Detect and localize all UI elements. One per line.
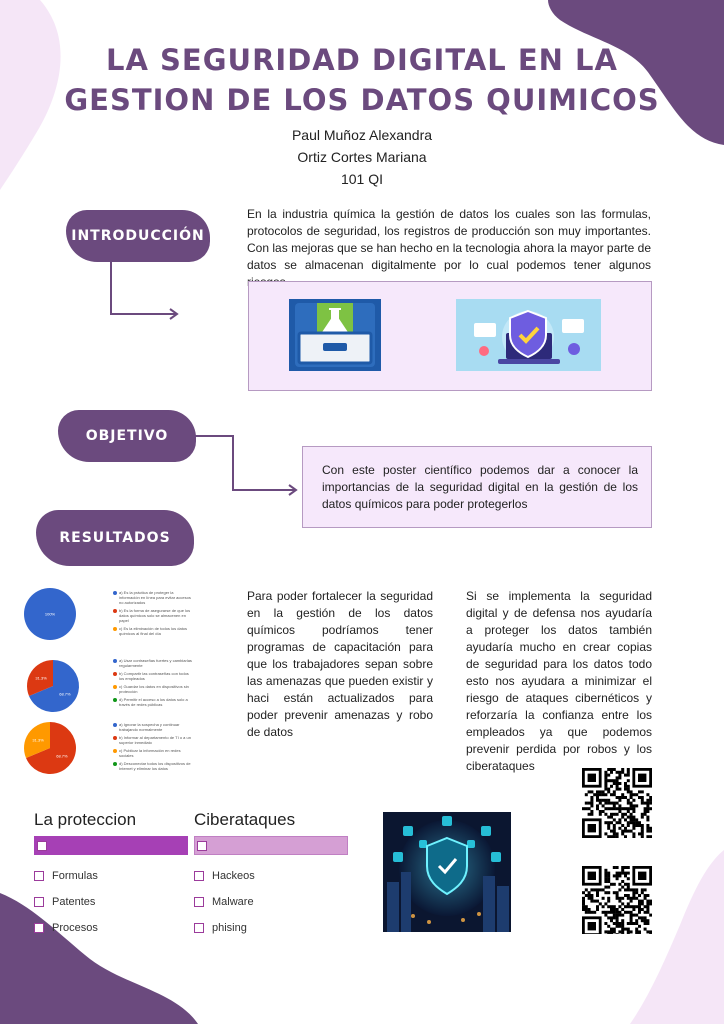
list-title: La proteccion <box>34 810 137 829</box>
legend-dot <box>113 591 117 595</box>
legend-text: c) Es la eliminación de todos los datos químicos al final del día <box>119 626 188 636</box>
intro-image-box <box>248 281 652 391</box>
introduccion-text: En la industria química la gestión de datos los cuales son las formulas, protocolos de seguridad, los registros de producción son muy importantes. Con las mejoras que se han hecho en la tecnologia ahora la mayor parte de datos se almacenan digitalmente por lo cual podemos tener algunos <box>247 207 651 272</box>
legend-dot <box>113 685 117 689</box>
qr-code-icon[interactable] <box>582 866 652 934</box>
list-item-label: Hackeos <box>212 870 255 882</box>
list-item-label: Patentes <box>52 896 96 908</box>
cyber-city-shield-image <box>383 812 511 932</box>
checkbox-icon[interactable] <box>37 841 47 851</box>
qr-code-icon[interactable] <box>582 768 652 838</box>
checkbox-icon[interactable] <box>194 897 204 907</box>
author-2: Ortiz Cortes Mariana <box>297 149 427 165</box>
list-proteccion <box>34 810 188 941</box>
legend-dot <box>113 627 117 631</box>
objetivo-text: Con este poster científico podemos dar a conocer la importancias de la seguridad digital en la gestión de los datos químicos para poder protegerlos <box>322 463 638 511</box>
author-1: Paul Muñoz Alexandra <box>291 127 433 143</box>
pie-legend-2 <box>113 658 193 710</box>
pie-slice-label: 100% <box>44 611 56 617</box>
resultados-text-right: Si se implementa la seguridad digital y de defensa nos ayudaría a proteger los datos también ayudaría mucho en crear copias de seguridad para los datos todo esto nos ayudara a minimizar el riesgo de ataques cibernéticos y reforzaría la confianza entre los empleados ya que podemos prevenir perdida por robos y los ciberataques <box>466 589 652 773</box>
pie-slice-label: 68.7% <box>59 691 71 697</box>
legend-text: a) Usar contraseñas fuertes y cambiarlas regularmente <box>119 658 192 668</box>
list-item <box>194 889 348 915</box>
list-item-label: phising <box>212 922 247 934</box>
checkbox-icon[interactable] <box>34 897 44 907</box>
legend-text: c) Guardar los datos en dispositivos sin protección <box>119 684 189 694</box>
legend-item <box>113 590 193 605</box>
objetivo-label: OBJETIVO <box>58 410 196 462</box>
legend-text: b) Compartir las contraseñas con todos los empleados <box>119 671 189 681</box>
legend-dot <box>113 659 117 663</box>
objetivo-arrow <box>195 436 296 490</box>
resultados-text-left: Para poder fortalecer la seguridad en la gestión de los datos químicos podríamos tener programas de capacitación para que los trabajadores sepan sobre las amenazas que pueden existir y haci están actualizados para poder prevenir amenazas y robo de datos <box>247 589 433 739</box>
legend-dot <box>113 762 117 766</box>
list-item-label: Procesos <box>52 922 98 934</box>
legend-text: d) Desconectar todos los dispositivos de Internet y eliminar los datos <box>119 761 191 771</box>
lab-drawer-icon <box>289 299 381 371</box>
checkbox-icon[interactable] <box>197 841 207 851</box>
legend-text: b) Informar al departamento de TI o a un superior inmediato <box>119 735 191 745</box>
resultados-label: RESULTADOS <box>36 510 194 566</box>
pie-slice-label: 68.7% <box>56 753 68 759</box>
security-shield-icon <box>456 299 601 371</box>
legend-dot <box>113 672 117 676</box>
list-title: Ciberataques <box>194 810 296 829</box>
legend-text: c) Publicar la información en redes sociales <box>119 748 181 758</box>
legend-item <box>113 658 193 668</box>
legend-text: b) Es la forma de asegurarse de que los datos químicos solo se almacenen en papel <box>119 608 191 623</box>
legend-dot <box>113 736 117 740</box>
legend-dot <box>113 609 117 613</box>
list-bar <box>194 836 348 855</box>
legend-text: a) Es la práctica de proteger la información en línea para evitar accesos no autorizados <box>119 590 191 605</box>
poster-title: LA SEGURIDAD DIGITAL EN LA GESTION DE LOS DATOS QUIMICOS <box>64 43 660 117</box>
list-bar <box>34 836 188 855</box>
list-item <box>34 889 188 915</box>
intro-arrow <box>111 262 176 314</box>
list-item <box>34 915 188 941</box>
introduccion-label: INTRODUCCIÓN <box>66 210 210 262</box>
pie-charts <box>0 580 110 780</box>
list-item <box>194 863 348 889</box>
pie-slice-label: 31.3% <box>32 737 44 743</box>
checkbox-icon[interactable] <box>194 871 204 881</box>
legend-dot <box>113 698 117 702</box>
legend-item <box>113 671 193 681</box>
legend-text: d) Permitir el acceso a los datos solo a través de redes públicas <box>119 697 188 707</box>
legend-text: a) Ignorar la sospecha y continuar trabajando normalmente <box>119 722 180 732</box>
list-ciberataques <box>194 810 348 941</box>
legend-item <box>113 761 193 771</box>
pie-slice-label: 31.3% <box>35 675 47 681</box>
list-item <box>34 863 188 889</box>
pie-legend-1 <box>113 590 193 639</box>
legend-item <box>113 626 193 636</box>
checkbox-icon[interactable] <box>34 923 44 933</box>
legend-item <box>113 608 193 623</box>
objetivo-box <box>302 446 652 528</box>
legend-item <box>113 684 193 694</box>
pie-legend-3 <box>113 722 193 774</box>
legend-item <box>113 748 193 758</box>
legend-dot <box>113 723 117 727</box>
legend-dot <box>113 749 117 753</box>
legend-item <box>113 697 193 707</box>
list-item <box>194 915 348 941</box>
list-item-label: Malware <box>212 896 254 908</box>
list-item-label: Formulas <box>52 870 98 882</box>
group-code: 101 QI <box>340 171 384 187</box>
checkbox-icon[interactable] <box>34 871 44 881</box>
checkbox-icon[interactable] <box>194 923 204 933</box>
legend-item <box>113 722 193 732</box>
legend-item <box>113 735 193 745</box>
